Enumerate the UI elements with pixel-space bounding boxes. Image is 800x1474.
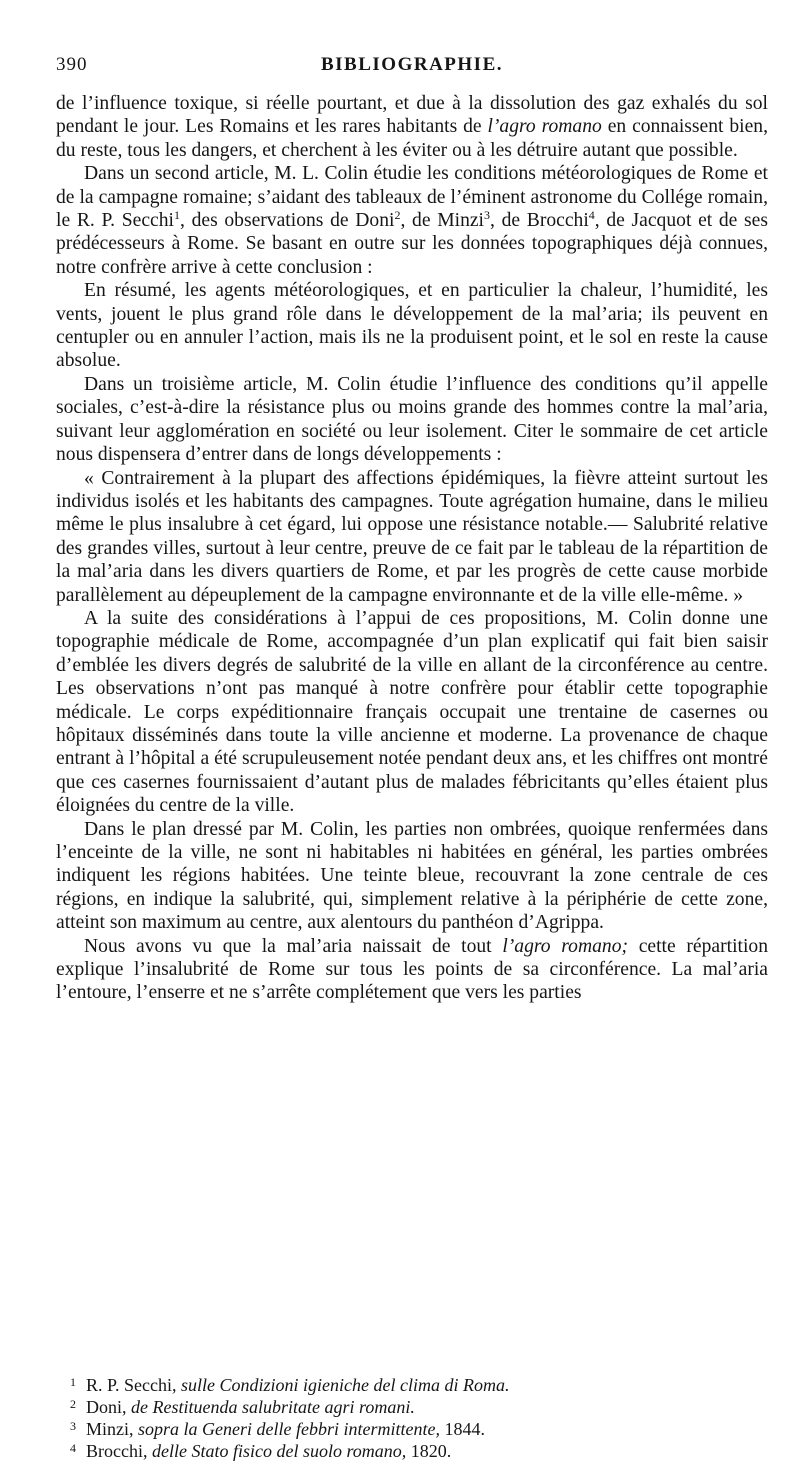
text-run: Dans un second article, M. L. Colin étudie les conditions météorologiques de Rome et de la campagne romaine; s’aidant des tableaux de l’éminent astronome du Collége romain, le R. P. Secchi xyxy=(56,163,768,232)
paragraph-5-summary: « Contrairement à la plupart des affections épidémiques, la fièvre atteint surtout les individus isolés et les habitants des campagnes. Toute agrégation humaine, dans le milieu même le plus insalubre à cet égard, lui oppose une résistance notable.— Salubrité relative des grandes villes, surtout à leur centre, preuve de ce fait par le tableau de la répartition de la mal’aria dans les divers quartiers de Rome, et par les progrès de cette cause morbide parallèlement au dépeuplement de la campagne environnante et de la ville elle-même. » xyxy=(56,467,768,606)
paragraph-2 xyxy=(56,162,768,279)
text-run: en connaissent bien, du reste, tous les dangers, et cherchent à les éviter ou à les détruire autant que possible. xyxy=(56,116,768,161)
footnote-title: sulle Condizioni igieniche del clima di Roma. xyxy=(181,1375,510,1395)
text-run: Nous avons vu que la mal’aria naissait de tout xyxy=(84,935,503,957)
footnote-mark: 4 xyxy=(70,1441,76,1455)
footnote-author: R. P. Secchi, xyxy=(86,1375,182,1395)
footnote-ref-2: 2 xyxy=(394,208,401,223)
footnote-ref-1: 1 xyxy=(174,208,180,223)
running-head: BIBLIOGRAPHIE. xyxy=(320,54,503,75)
footnote-title: delle Stato fisico del suolo romano, xyxy=(151,1441,407,1461)
footnote-author: Minzi, xyxy=(86,1419,138,1439)
text-run: , de Jacquot et de ses prédécesseurs à Rome. Se basant en outre sur les données topographiques déjà connues, notre confrère arrive à cette conclusion : xyxy=(56,210,769,278)
paragraph-6: A la suite des considérations à l’appui de ces propositions, M. Colin donne une topographie médicale de Rome, accompagnée d’un plan explicatif qui fait bien saisir d’emblée les divers degrés de salubrité de la ville en allant de la circonférence au centre. Les observations n’ont pas manqué à notre confrère pour établir cette topographie médicale. Le corps expéditionnaire français occupait une trentaine de casernes ou hôpitaux disséminés dans toute la ville ancienne et moderne. La provenance de chaque entrant à l’hôpital a été scrupuleusement notée pendant deux ans, et les chiffres ont montré que ces casernes fournissaient d’autant plus de malades fébricitants qu’elles étaient plus éloignées du centre de la ville. xyxy=(56,607,768,817)
footnote-1 xyxy=(70,1374,768,1396)
footnote-title: sopra la Generi delle febbri intermittente, xyxy=(138,1419,440,1439)
italic-run: l’agro romano; xyxy=(502,935,629,957)
footnote-mark: 2 xyxy=(70,1397,76,1411)
text-run: , de Brocchi xyxy=(490,210,589,232)
text-run: , des observations de Doni xyxy=(180,210,395,232)
footnote-author: Doni, xyxy=(86,1397,131,1417)
footnote-3 xyxy=(70,1418,768,1440)
body-text xyxy=(56,92,768,1005)
footnote-4 xyxy=(70,1440,768,1462)
text-run: cette répartition explique l’insalubrité de Rome sur tous les points de sa circonférence. La mal’aria l’entoure, l’enserre et ne s’arrête complétement que vers les parties xyxy=(56,935,768,1004)
footnote-title: de Restituenda salubritate agri romani. xyxy=(131,1397,415,1417)
footnote-mark: 1 xyxy=(70,1375,76,1389)
text-run: , de Minzi xyxy=(400,210,485,232)
text-run: de l’influence toxique, si réelle pourtant, et due à la dissolution des gaz exhalés du sol pendant le jour. Les Romains et les rares habitants de xyxy=(56,93,768,138)
footnotes xyxy=(56,1374,768,1462)
footnote-mark: 3 xyxy=(70,1419,76,1433)
paragraph-4: Dans un troisième article, M. Colin étudie l’influence des conditions qu’il appelle sociales, c’est-à-dire la résistance plus ou moins grande des hommes contre la mal’aria, suivant leur agglomération en société ou leur isolement. Citer le sommaire de cet article nous dispensera d’entrer dans de longs développements : xyxy=(56,373,768,466)
page-header xyxy=(56,54,768,82)
paragraph-8 xyxy=(56,935,768,1005)
paragraph-7: Dans le plan dressé par M. Colin, les parties non ombrées, quoique renfermées dans l’enceinte de la ville, ne sont ni habitables ni habitées en général, les parties ombrées indiquent les régions habitées. Une teinte bleue, recouvrant la zone centrale de ces régions, en indique la salubrité, qui, simplement relative à la périphérie de cette zone, atteint son maximum au centre, aux alentours du panthéon d’Agrippa. xyxy=(56,818,768,934)
footnote-2 xyxy=(70,1396,768,1418)
footnote-year: 1844. xyxy=(439,1419,485,1439)
footnote-ref-4: 4 xyxy=(588,208,595,223)
paragraph-3-quote: En résumé, les agents météorologiques, et en particulier la chaleur, l’humidité, les vents, jouent le plus grand rôle dans le développement de la mal’aria; ils peuvent en centupler ou en annuler l’action, mais ils ne la produisent point, et le sol en reste la cause absolue. xyxy=(56,280,768,372)
footnote-ref-3: 3 xyxy=(484,208,491,223)
footnote-year: 1820. xyxy=(406,1441,452,1461)
paragraph-1 xyxy=(56,92,768,162)
page-number: 390 xyxy=(56,54,88,75)
italic-run: l’agro romano xyxy=(487,116,602,138)
footnote-author: Brocchi, xyxy=(86,1441,152,1461)
